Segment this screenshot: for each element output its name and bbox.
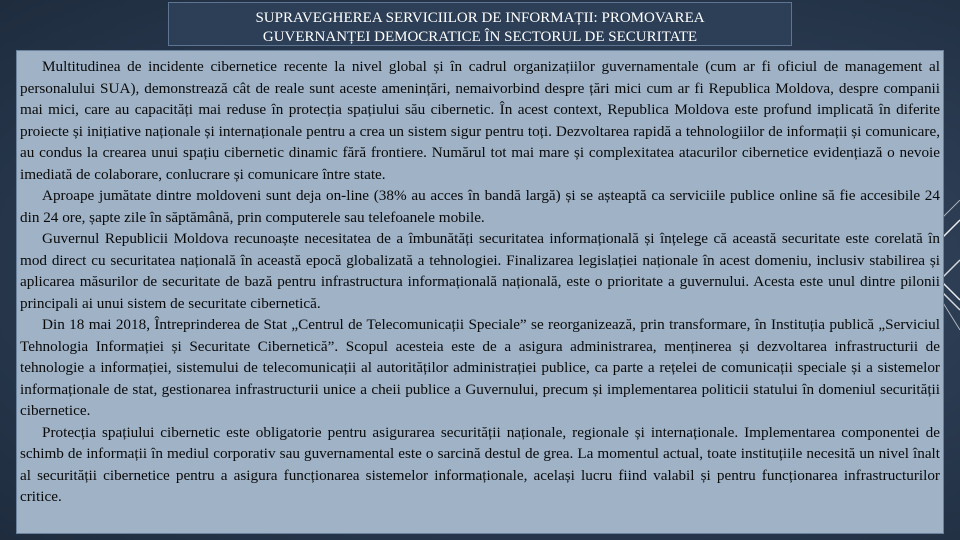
paragraph-4: Din 18 mai 2018, Întreprinderea de Stat „Centrul de Telecomunicații Speciale” se reorganizează, prin transformare, în Instituția publică „Serviciul Tehnologia Informației și Securitate Cibernetică”. Scopul acesteia este de a asigura administrarea, menținerea și dezvoltarea infrastructurii de tehnologie a informației, sistemului de telecomunicații al autorităților administrației publice, ca parte a rețelei de comunicații speciale și a sistemelor informaționale de stat, gestionarea infrastructurii unice a cheii publice a Guvernului, precum și implementarea politicii statului în domeniul securității cibernetice.	[20, 316, 940, 419]
slide-title	[168, 2, 792, 46]
paragraph-2: Aproape jumătate dintre moldoveni sunt deja on-line (38% au acces în bandă largă) și se așteaptă ca serviciile publice online să fie accesibile 24 din 24 ore, șapte zile în săptămână, prin computerele sau telefoanele mobile.	[20, 187, 940, 226]
title-line-1: SUPRAVEGHEREA SERVICIILOR DE INFORMAȚII: PROMOVAREA	[255, 10, 705, 26]
title-line-2: GUVERNANȚEI DEMOCRATICE ÎN SECTORUL DE SECURITATE	[262, 29, 698, 45]
paragraph-1: Multitudinea de incidente cibernetice recente la nivel global și în cadrul organizațiilor guvernamentale (cum ar fi oficiul de management al personalului SUA), demonstrează cât de reale sunt aceste amenințări, nemaivorbind despre țări mici cum ar fi Republica Moldova, despre companii mai mici, care au capacități mai reduse în protecția spațiului său cibernetic. În acest context, Republica Moldova este profund implicată în diferite proiecte și inițiative naționale și internaționale pentru a crea un sistem sigur pentru toți. Dezvoltarea rapidă a tehnologiilor de informații și comunicare, au condus la crearea unui spațiu cibernetic dinamic fără frontiere. Numărul tot mai mare și complexitatea atacurilor cibernetice evidențiază o nevoie imediată de colaborare, conlucrare și comunicare între state.	[20, 58, 940, 183]
body-text-box	[16, 50, 944, 534]
paragraph-3: Guvernul Republicii Moldova recunoaște necesitatea de a îmbunătăți securitatea informațională și înțelege că această securitate este corelată în mod direct cu securitatea națională în această epocă globalizată a tehnologiei. Finalizarea legislației naționale în acest domeniu, inclusiv stabilirea și aplicarea măsurilor de securitate de bază pentru infrastructura informațională națională, este o prioritate a guvernului. Acesta este unul dintre pilonii principali ai unui sistem de securitate cibernetică.	[20, 230, 940, 312]
paragraph-5: Protecția spațiului cibernetic este obligatorie pentru asigurarea securității naționale, regionale și internaționale. Implementarea componentei de schimb de informații în mediul corporativ sau guvernamental este o sarcină destul de grea. La momentul actual, toate instituțiile necesită un nivel înalt al securității cibernetice pentru a asigura funcționarea sistemelor informaționale, același lucru fiind valabil și pentru funcționarea infrastructurilor critice.	[20, 423, 940, 505]
